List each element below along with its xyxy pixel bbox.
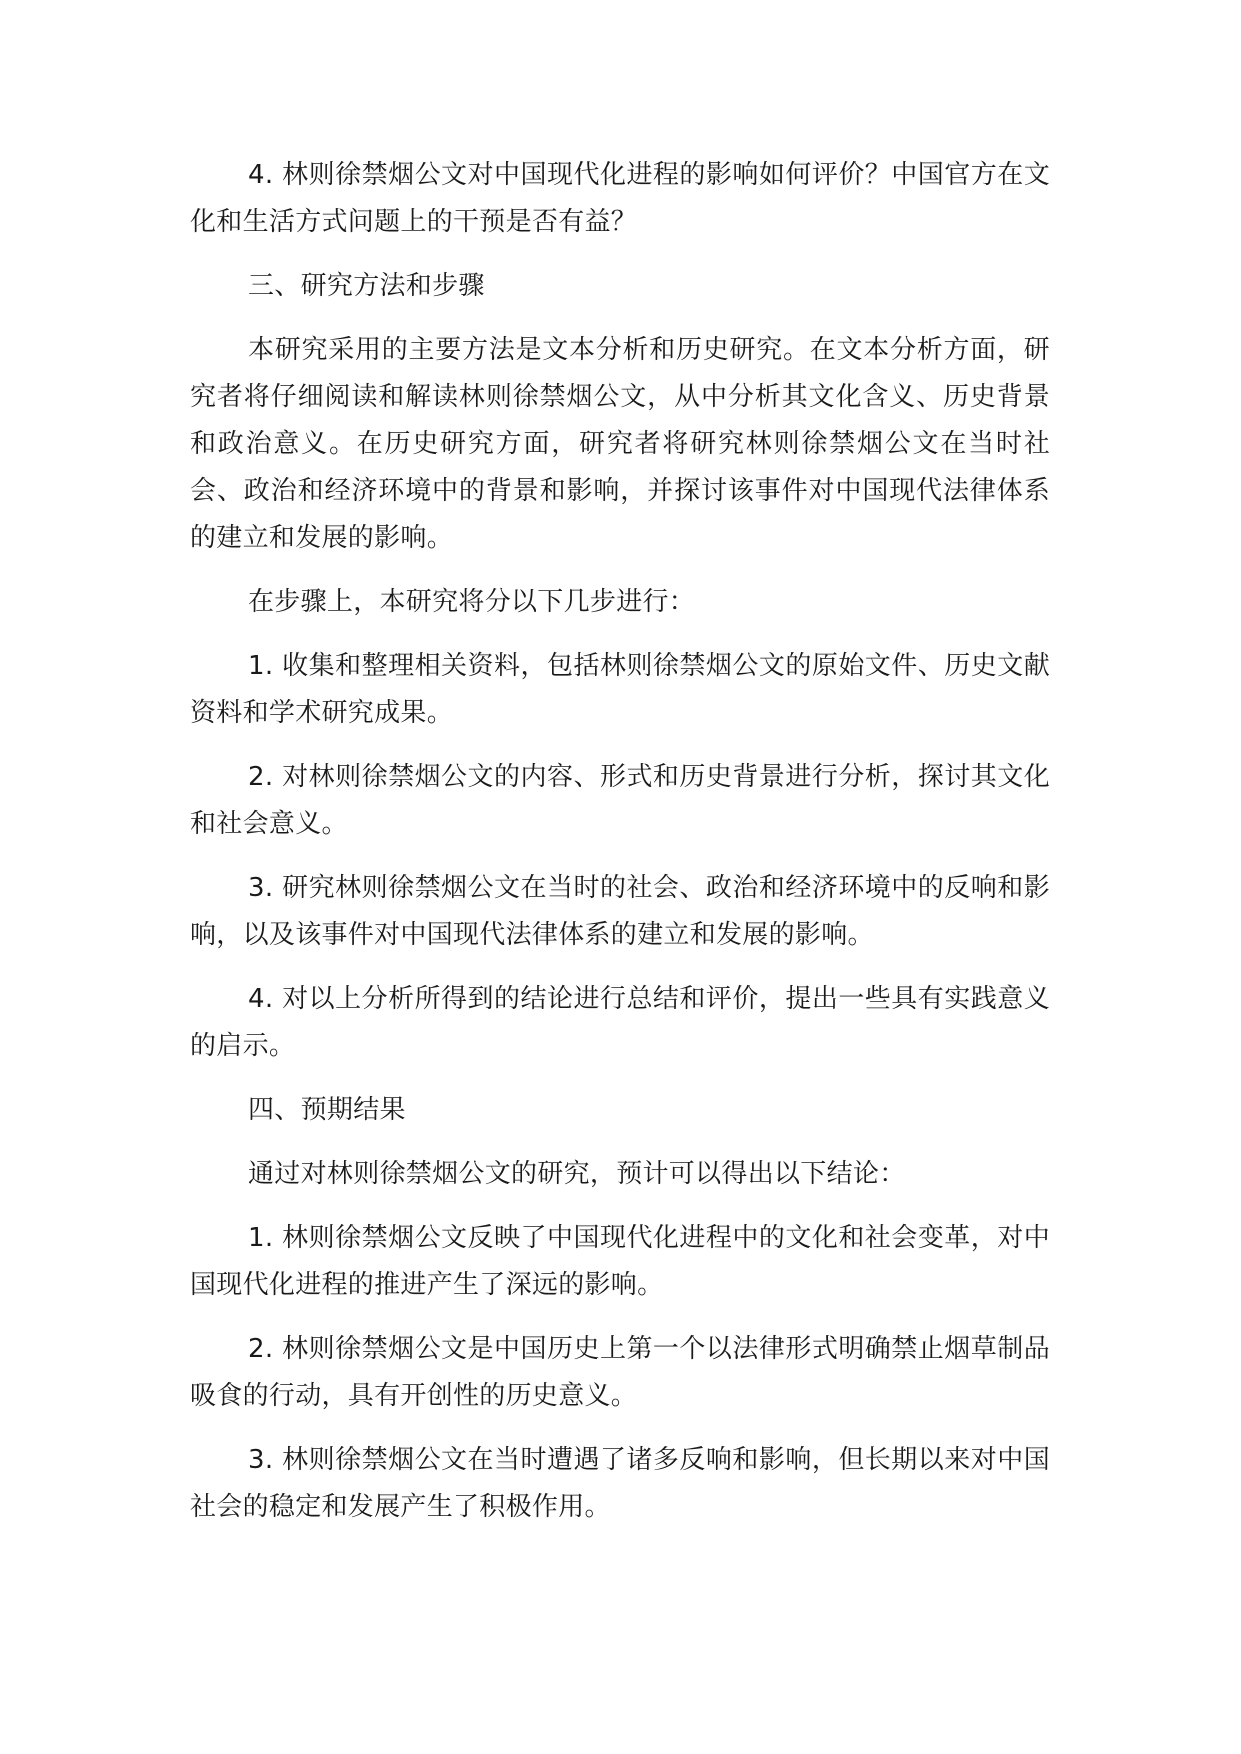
step-4-paragraph: 4. 对以上分析所得到的结论进行总结和评价，提出一些具有实践意义的启示。 <box>190 984 1050 1061</box>
conclusions-intro-paragraph: 通过对林则徐禁烟公文的研究，预计可以得出以下结论： <box>248 1159 906 1189</box>
section-4-heading: 四、预期结果 <box>248 1095 406 1125</box>
question-4-paragraph: 4. 林则徐禁烟公文对中国现代化进程的影响如何评价？中国官方在文化和生活方式问题上的干预是否有益？ <box>190 160 1050 237</box>
section-3-heading: 三、研究方法和步骤 <box>248 271 485 301</box>
conclusion-1-paragraph: 1. 林则徐禁烟公文反映了中国现代化进程中的文化和社会变革，对中国现代化进程的推进产生了深远的影响。 <box>190 1223 1050 1300</box>
conclusion-3-paragraph: 3. 林则徐禁烟公文在当时遭遇了诸多反响和影响，但长期以来对中国社会的稳定和发展产生了积极作用。 <box>190 1445 1050 1522</box>
step-2-paragraph: 2. 对林则徐禁烟公文的内容、形式和历史背景进行分析，探讨其文化和社会意义。 <box>190 762 1050 839</box>
conclusion-2-paragraph: 2. 林则徐禁烟公文是中国历史上第一个以法律形式明确禁止烟草制品吸食的行动，具有开创性的历史意义。 <box>190 1334 1050 1411</box>
step-3-paragraph: 3. 研究林则徐禁烟公文在当时的社会、政治和经济环境中的反响和影响，以及该事件对中国现代法律体系的建立和发展的影响。 <box>190 873 1050 950</box>
step-1-paragraph: 1. 收集和整理相关资料，包括林则徐禁烟公文的原始文件、历史文献资料和学术研究成果。 <box>190 651 1050 728</box>
steps-intro-paragraph: 在步骤上，本研究将分以下几步进行： <box>248 587 696 617</box>
document-body <box>190 152 1050 1548</box>
methods-paragraph: 本研究采用的主要方法是文本分析和历史研究。在文本分析方面，研究者将仔细阅读和解读林则徐禁烟公文，从中分析其文化含义、历史背景和政治意义。在历史研究方面，研究者将研究林则徐禁烟公文在当时社会、政治和经济环境中的背景和影响，并探讨该事件对中国现代法律体系的建立和发展的影响。 <box>190 335 1050 553</box>
